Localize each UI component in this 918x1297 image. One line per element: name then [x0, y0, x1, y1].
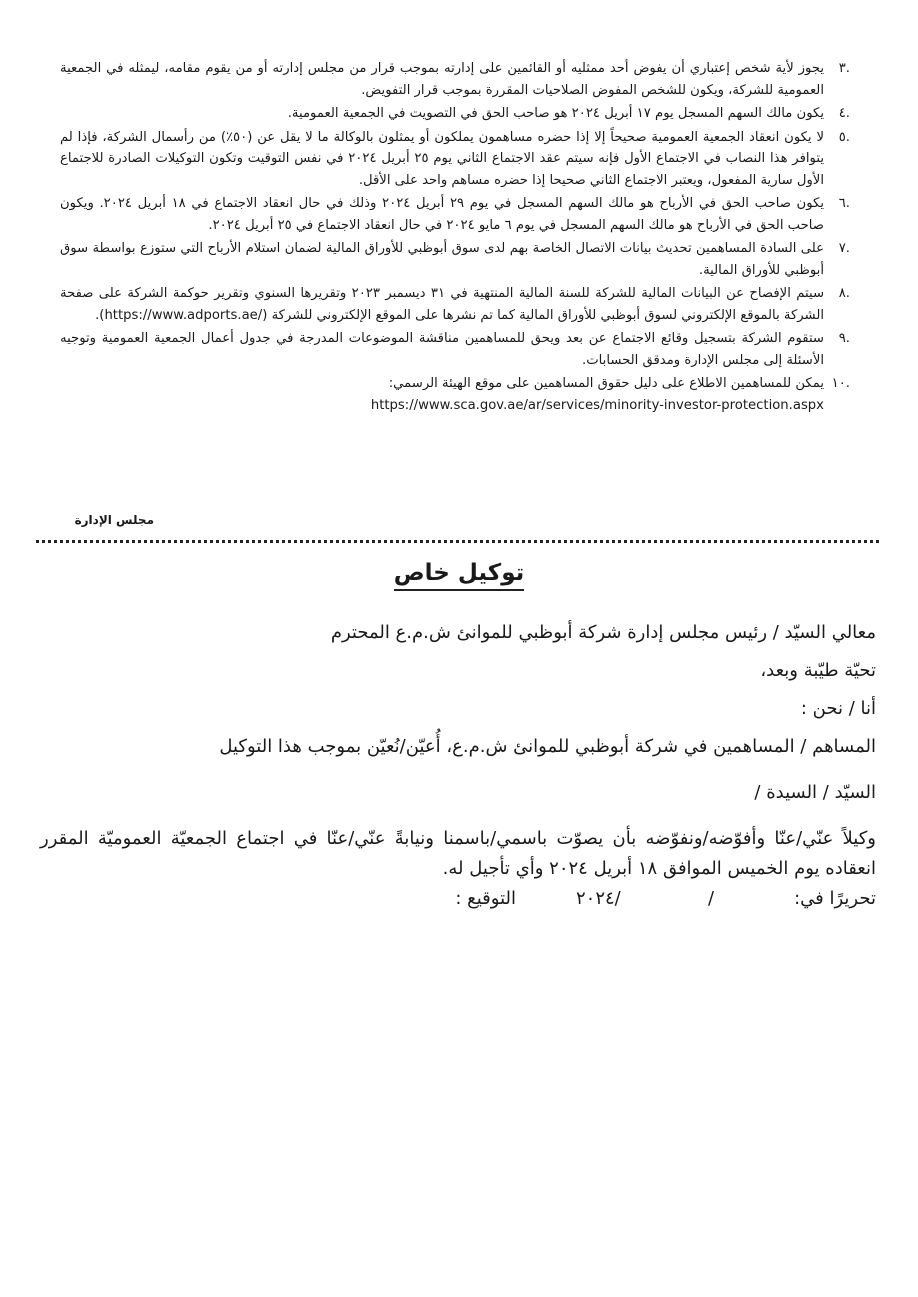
proxy-authorization: وكيلاً عنّي/عنّا وأفوّضه/ونفوّضه بأن يصوّت باسمي/باسمنا ونيابةً عنّي/عنّا في اجتماع الجمعيّة العموميّة المقرر انعقاده يوم الخميس الموافق ١٨ أبريل ٢٠٢٤ وأي تأجيل له. [40, 828, 876, 879]
note-item [60, 58, 850, 101]
note-item [60, 328, 850, 371]
proxy-appointment: المساهم / المساهمين في شركة أبوظبي للموانئ ش.م.ع، أُعيّن/نُعيّن بموجب هذا التوكيل [219, 736, 876, 757]
note-text: يكون صاحب الحق في الأرباح هو مالك السهم المسجل في يوم ٢٩ أبريل ٢٠٢٤ وذلك في حال انعقاد الاجتماع في ١٨ أبريل ٢٠٢٤. ويكون صاحب الحق في الأرباح هو مالك السهم المسجل في يوم ٦ مايو ٢٠٢٤ في حال انعقاد الاجتماع في ٢٥ أبريل ٢٠٢٤. [60, 196, 825, 233]
note-number: .٧ [838, 241, 850, 256]
note-text: سيتم الإفصاح عن البيانات المالية للشركة للسنة المالية المنتهية في ٣١ ديسمبر ٢٠٢٣ وتقريرها السنوي وتقرير حوكمة الشركة على صفحة الشركة بالموقع الإلكتروني لسوق أبوظبي للأوراق المالية كما تم نشرها على الموقع الإلكتروني للشركة (/https://www.adports.ae). [60, 286, 824, 323]
proxy-i-we: أنا / نحن : [800, 698, 876, 719]
note-text: لا يكون انعقاد الجمعية العمومية صحيحاً إلا إذا حضره مساهمون يملكون أو يمثلون بالوكالة ما لا يقل عن (٥٠٪) من رأسمال الشركة، فإذا لم يتوافر هذا النصاب في الاجتماع الأول فإنه سيتم عقد الاجتماع الثاني يوم ٢٥ أبريل ٢٠٢٤ في نفس التوقيت وتكون التوكيلات الصادرة للاجتماع الأول سارية المفعول، ويعتبر الاجتماع الثاني صحيحا إذا حضره مساهم واحد على الأقل. [60, 129, 825, 188]
board-signature: مجلس الإدارة [74, 513, 154, 527]
proxy-title-text: توكيل خاص [394, 560, 525, 591]
proxy-salutation: معالي السيّد / رئيس مجلس إدارة شركة أبوظبي للموانئ ش.م.ع المحترم [330, 622, 876, 643]
note-number: .٩ [838, 331, 850, 346]
proxy-form [40, 618, 876, 914]
note-text: ستقوم الشركة بتسجيل وقائع الاجتماع عن بعد ويحق للمساهمين مناقشة الموضوعات المدرجة في جدول أعمال الجمعية العمومية وتوجيه الأسئلة إلى مجلس الإدارة ومدقق الحسابات. [60, 331, 824, 368]
note-number: .٦ [838, 196, 850, 211]
proxy-greeting: تحيّة طيّبة وبعد، [760, 660, 876, 681]
note-text: على السادة المساهمين تحديث بيانات الاتصال الخاصة بهم لدى سوق أبوظبي للأوراق المالية لضمان استلام الأرباح التي ستوزع بواسطة سوق أبوظبي للأوراق المالية. [60, 241, 824, 278]
note-text: يجوز لأية شخص إعتباري أن يفوض أحد ممثليه أو القائمين على إدارته بموجب قرار من مجلس إدارته أو من يقوم مقامه، ليمثله في الجمعية العمومية للشركة، ويكون للشخص المفوض الصلاحيات المقررة بموجب قرار التفويض. [60, 61, 824, 98]
note-number: .١٠ [831, 376, 850, 391]
note-text: يكون مالك السهم المسجل يوم ١٧ أبريل ٢٠٢٤ هو صاحب الحق في التصويت في الجمعية العمومية. [287, 106, 824, 121]
note-item [60, 238, 850, 281]
written-on-label: تحريرًا في: [794, 888, 876, 909]
note-item [60, 193, 850, 236]
note-text [60, 373, 824, 416]
note-number: .٥ [838, 129, 850, 145]
note-item [60, 127, 850, 192]
note-item [60, 373, 850, 416]
note-item [60, 103, 850, 125]
proxy-date-signature-row [40, 884, 876, 914]
note-text-body: يمكن للمساهمين الاطلاع على دليل حقوق المساهمين على موقع الهيئة الرسمي: [388, 376, 824, 391]
proxy-mr-mrs: السيّد / السيدة / [754, 782, 876, 803]
sca-guide-link[interactable]: https://www.sca.gov.ae/ar/services/minority-investor-protection.aspx [370, 397, 824, 413]
note-number: .٣ [838, 61, 850, 76]
note-number: .٨ [838, 286, 850, 301]
proxy-title [0, 560, 918, 586]
signature-label: التوقيع : [455, 888, 516, 909]
date-year: /٢٠٢٤ [576, 888, 621, 909]
note-item [60, 283, 850, 326]
note-number: .٤ [838, 106, 850, 121]
notes-list [60, 58, 850, 418]
dotted-divider [36, 540, 879, 543]
date-slash: / [707, 888, 715, 909]
